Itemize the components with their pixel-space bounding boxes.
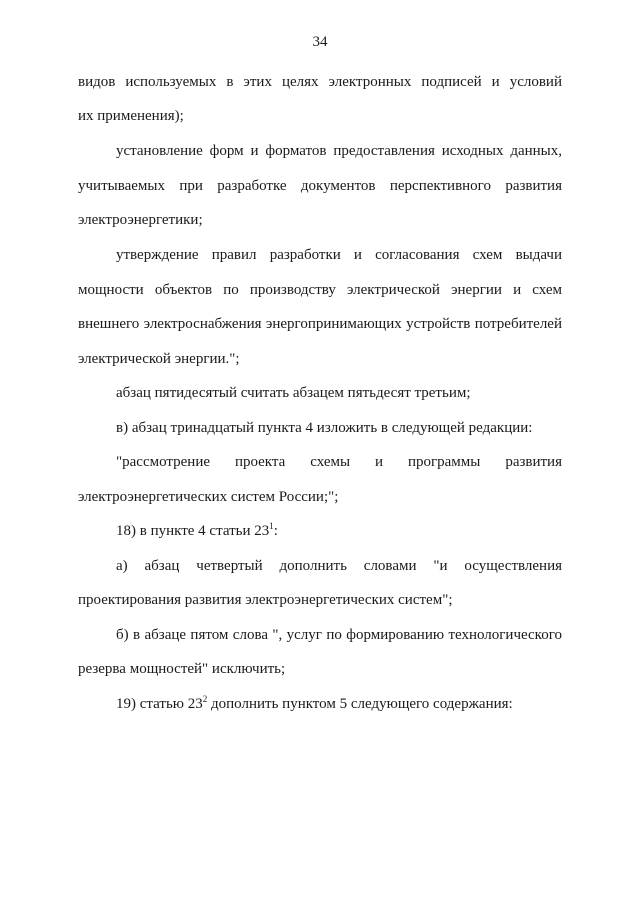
superscript: 1 (269, 521, 274, 531)
text-line: в) абзац тринадцатый пункта 4 изложить в следующей редакции: (116, 420, 533, 436)
text-line: их применения); (78, 108, 184, 124)
text-line: б) в абзаце пятом слова ", услуг по формированию технологического (116, 627, 562, 643)
text-line: "рассмотрение проекта схемы и программы развития (116, 454, 562, 470)
text-line: резерва мощностей" исключить; (78, 661, 286, 677)
text-run: дополнить пунктом 5 следующего содержания: (207, 696, 513, 712)
text-line: абзац пятидесятый считать абзацем пятьдесят третьим; (116, 385, 471, 401)
superscript: 2 (202, 694, 208, 704)
text-line: учитываемых при разработке документов перспективного развития (78, 178, 562, 194)
text-line: электроэнергетических систем России;"; (78, 489, 339, 505)
text-line: видов используемых в этих целях электронных подписей и условий (78, 74, 562, 90)
text-run: 18) в пункте 4 статьи 23 (116, 523, 270, 539)
text-line: а) абзац четвертый дополнить словами "и осуществления (116, 558, 562, 574)
text-line: внешнего электроснабжения энергопринимающих устройств потребителей (78, 316, 562, 332)
text-line: установление форм и форматов предоставления исходных данных, (116, 143, 562, 159)
text-run: 19) статью 23 (116, 696, 203, 712)
text-line: электрической энергии."; (78, 351, 240, 367)
text-line (116, 521, 562, 541)
text-line: утверждение правил разработки и согласования схем выдачи (116, 247, 562, 263)
text-line: электроэнергетики; (78, 212, 203, 228)
page-number: 34 (312, 34, 328, 50)
text-line: мощности объектов по производству электрической энергии и схем (78, 282, 562, 298)
text-line (116, 694, 562, 714)
text-run: : (273, 523, 278, 539)
text-line: проектирования развития электроэнергетических систем"; (78, 592, 453, 608)
